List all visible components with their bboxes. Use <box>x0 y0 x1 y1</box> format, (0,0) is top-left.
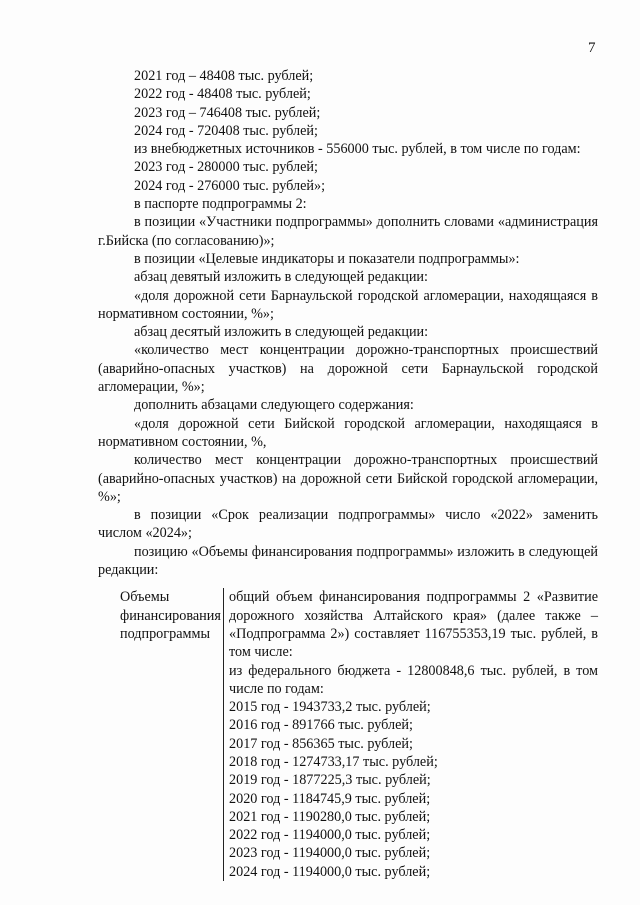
financing-year: 2024 год - 1194000,0 тыс. рублей; <box>229 863 431 880</box>
document-body <box>98 67 598 881</box>
year-line: 2024 год - 276000 тыс. рублей»; <box>134 177 326 194</box>
financing-year: 2020 год - 1184745,9 тыс. рублей; <box>229 790 431 807</box>
paragraph-participants: в позиции «Участники подпрограммы» дополнить словами «администрация г.Бийска (по согласованию)»; <box>98 214 598 249</box>
year-line: 2024 год - 720408 тыс. рублей; <box>134 122 318 139</box>
financing-year: 2016 год - 891766 тыс. рублей; <box>229 717 413 734</box>
paragraph-count-barnaul: «количество мест концентрации дорожно-транспортных происшествий (аварийно-опасных участков) на дорожной сети Барнаульской городской агломерации, %»; <box>98 342 598 396</box>
financing-table <box>98 588 598 881</box>
financing-year: 2018 год - 1274733,17 тыс. рублей; <box>229 753 438 770</box>
paragraph-share-biysk: «доля дорожной сети Бийской городской агломерации, находящаяся в нормативном состоянии, %, <box>98 415 598 450</box>
year-line: 2023 год – 746408 тыс. рублей; <box>134 104 321 121</box>
financing-year: 2021 год - 1190280,0 тыс. рублей; <box>229 808 431 825</box>
paragraph-ninth: абзац девятый изложить в следующей редакции: <box>134 269 428 286</box>
paragraph-extrabudget: из внебюджетных источников - 556000 тыс. рублей, в том числе по годам: <box>134 141 581 158</box>
financing-label: Объемы финансирования подпрограммы <box>120 589 221 642</box>
year-line: 2021 год – 48408 тыс. рублей; <box>134 68 314 84</box>
paragraph-count-biysk: количество мест концентрации дорожно-транспортных происшествий (аварийно-опасных участков) на дорожной сети Бийской городской агломерации, %»; <box>98 452 598 505</box>
financing-federal: из федерального бюджета - 12800848,6 тыс. рублей, в том числе по годам: <box>229 662 598 697</box>
paragraph-share-barnaul: «доля дорожной сети Барнаульской городской агломерации, находящаяся в нормативном состоянии, %»; <box>98 287 598 322</box>
financing-value-cell <box>223 588 598 881</box>
year-line: 2022 год - 48408 тыс. рублей; <box>134 86 311 103</box>
page-number: 7 <box>588 40 596 56</box>
financing-year: 2019 год - 1877225,3 тыс. рублей; <box>229 772 431 789</box>
financing-year: 2023 год - 1194000,0 тыс. рублей; <box>229 845 431 862</box>
financing-label-cell <box>98 588 223 881</box>
paragraph-volumes: позицию «Объемы финансирования подпрограммы» изложить в следующей редакции: <box>98 543 598 579</box>
financing-year: 2022 год - 1194000,0 тыс. рублей; <box>229 827 431 844</box>
paragraph-passport: в паспорте подпрограммы 2: <box>134 196 307 213</box>
paragraph-add: дополнить абзацами следующего содержания: <box>134 397 414 414</box>
financing-year: 2015 год - 1943733,2 тыс. рублей; <box>229 699 431 716</box>
paragraph-indicators: в позиции «Целевые индикаторы и показатели подпрограммы»: <box>134 250 520 267</box>
paragraph-term: в позиции «Срок реализации подпрограммы» число «2022» заменить числом «2024»; <box>98 507 598 542</box>
financing-total: общий объем финансирования подпрограммы 2 «Развитие дорожного хозяйства Алтайского края» (далее также – «Подпрограмма 2») составляет 116755353,19 тыс. рублей, в том числе: <box>229 589 598 661</box>
year-line: 2023 год - 280000 тыс. рублей; <box>134 159 318 176</box>
paragraph-tenth: абзац десятый изложить в следующей редакции: <box>134 324 429 341</box>
financing-year: 2017 год - 856365 тыс. рублей; <box>229 735 413 752</box>
